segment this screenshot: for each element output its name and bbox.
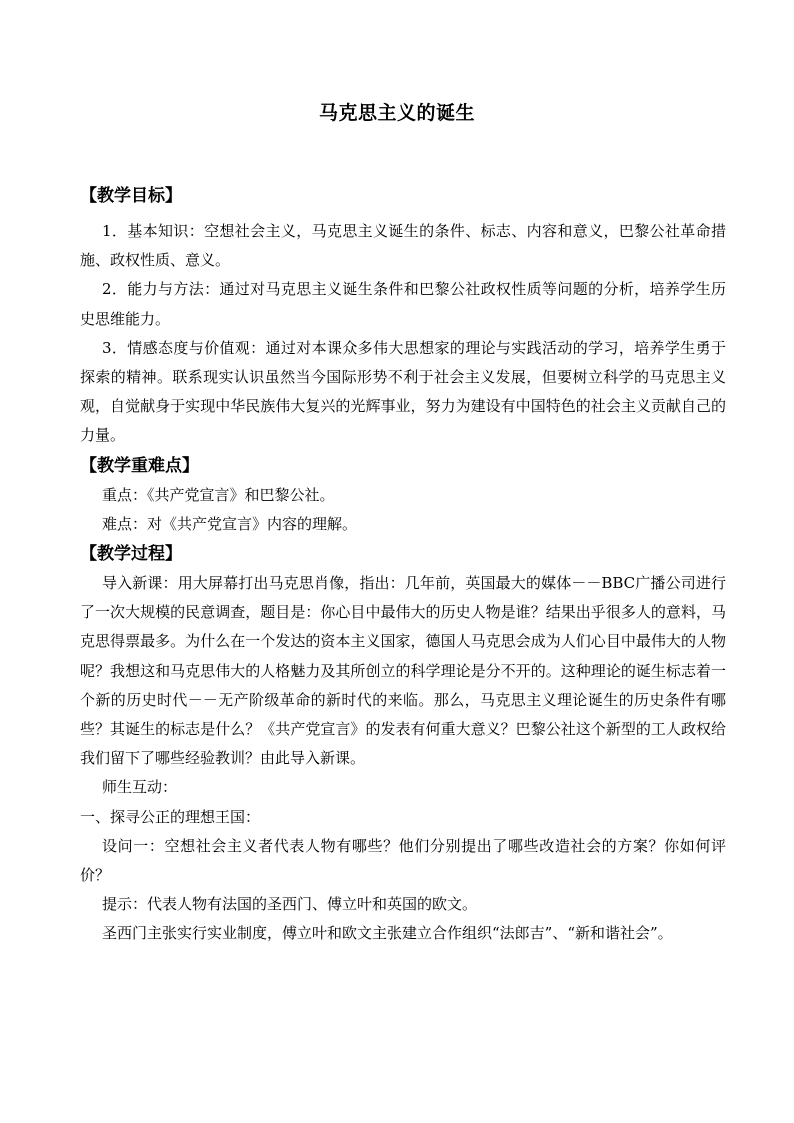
process-answer1: 圣西门主张实行实业制度，傅立叶和欧文主张建立合作组织“法郎吉”、“新和谐社会”。 (102, 924, 673, 943)
keypoint-difficulty: 难点：对《共产党宣言》内容的理解。 (102, 514, 358, 533)
document-title: 马克思主义的诞生 (318, 102, 475, 124)
goal-item-1: 1．基本知识：空想社会主义，马克思主义诞生的条件、标志、内容和意义，巴黎公社革命措施、政权性质、意义。 (80, 222, 726, 270)
keypoint-focus: 重点：《共产党宣言》和巴黎公社。 (102, 485, 335, 504)
section-heading-goals: 【教学目标】 (80, 186, 182, 206)
process-hint1: 提示：代表人物有法国的圣西门、傅立叶和英国的欧文。 (102, 895, 478, 914)
process-part1-title: 一、探寻公正的理想王国： (80, 807, 261, 826)
document-body (80, 181, 726, 949)
process-question1: 设问一：空想社会主义者代表人物有哪些？他们分别提出了哪些改造社会的方案？你如何评价？ (80, 836, 726, 885)
section-heading-keypoints: 【教学重难点】 (80, 455, 199, 476)
process-intro: 导入新课：用大屏幕打出马克思肖像，指出：几年前，英国最大的媒体－－BBC广播公司进行了一次大规模的民意调查，题目是：你心目中最伟大的历史人物是谁？结果出乎很多人的意料，马克思得票最多。为什么在一个发达的资本主义国家，德国人马克思会成为人们心目中最伟大的人物呢？我想这和马克思伟大的人格魅力及其所创立的科学理论是分不开的。这种理论的诞生标志着一个新的历史时代－－无产阶级革命的新时代的来临。那么，马克思主义理论诞生的历史条件有哪些？其诞生的标志是什么？《共产党宣言》的发表有何重大意义？巴黎公社这个新型的工人政权给我们留下了哪些经验教训？由此导入新课。 (80, 574, 726, 768)
goal-item-3: 3．情感态度与价值观：通过对本课众多伟大思想家的理论与实践活动的学习，培养学生勇于探索的精神。联系现实认识虽然当今国际形势不利于社会主义发展，但要树立科学的马克思主义观，自觉献身于实现中华民族伟大复兴的光辉事业，努力为建设有中国特色的社会主义贡献自己的力量。 (80, 338, 726, 445)
goal-item-2: 2．能力与方法：通过对马克思主义诞生条件和巴黎公社政权性质等问题的分析，培养学生历史思维能力。 (80, 280, 726, 328)
section-heading-process: 【教学过程】 (80, 544, 182, 565)
process-interaction: 师生互动： (102, 778, 178, 797)
